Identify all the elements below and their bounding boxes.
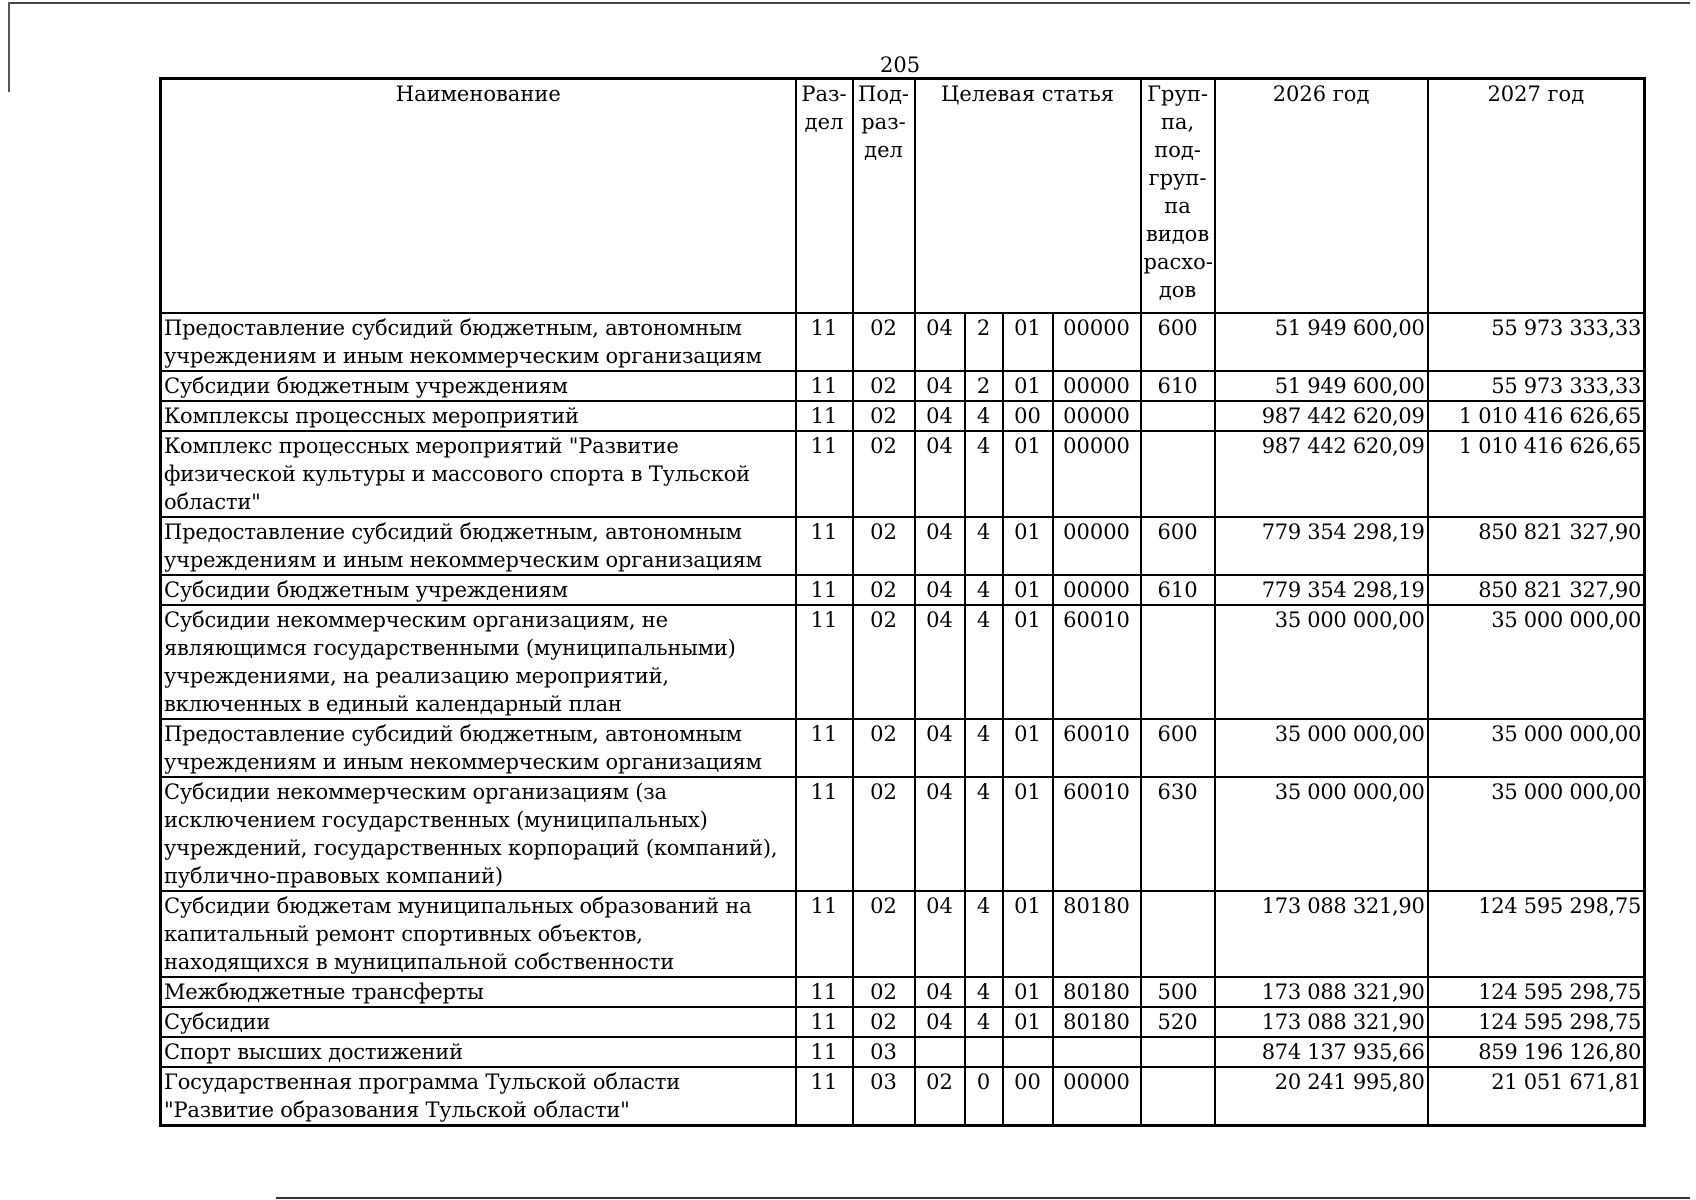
- header-name: Наименование: [161, 79, 796, 314]
- page-number: 205: [880, 53, 921, 77]
- cell-target-program: 02: [915, 1067, 965, 1126]
- header-year-2026: 2026 год: [1215, 79, 1428, 314]
- cell-name: Субсидии: [161, 1007, 796, 1037]
- cell-razdel: 11: [796, 891, 853, 977]
- cell-amount-2026: 987 442 620,09: [1215, 431, 1428, 517]
- cell-razdel: 11: [796, 977, 853, 1007]
- header-expense-group: Груп- па, под- груп- па видов расхо- дов: [1141, 79, 1215, 314]
- cell-razdel: 11: [796, 719, 853, 777]
- cell-amount-2026: 35 000 000,00: [1215, 777, 1428, 891]
- table-body: [161, 313, 1645, 1126]
- cell-amount-2026: 35 000 000,00: [1215, 719, 1428, 777]
- cell-target-program: 04: [915, 517, 965, 575]
- cell-razdel: 11: [796, 431, 853, 517]
- cell-name: Субсидии некоммерческим организациям, не являющимся государственными (муниципальными) учреждениями, на реализацию мероприятий, включенных в единый календарный план: [161, 605, 796, 719]
- cell-expense-group: [1141, 605, 1215, 719]
- cell-amount-2027: 35 000 000,00: [1428, 777, 1645, 891]
- cell-razdel: 11: [796, 371, 853, 401]
- cell-expense-group: [1141, 1067, 1215, 1126]
- cell-target-type: 4: [965, 777, 1003, 891]
- cell-target-type: [965, 1037, 1003, 1067]
- cell-amount-2026: 874 137 935,66: [1215, 1037, 1428, 1067]
- table-row: [161, 1037, 1645, 1067]
- cell-amount-2027: 124 595 298,75: [1428, 1007, 1645, 1037]
- cell-podrazdel: 02: [853, 719, 915, 777]
- cell-name: Государственная программа Тульской области "Развитие образования Тульской области": [161, 1067, 796, 1126]
- cell-target-element: 01: [1003, 517, 1053, 575]
- cell-target-element: 01: [1003, 605, 1053, 719]
- scan-border-bottom: [276, 1197, 1690, 1199]
- cell-target-type: 0: [965, 1067, 1003, 1126]
- cell-target-type: 4: [965, 1007, 1003, 1037]
- cell-target-element: 01: [1003, 977, 1053, 1007]
- table-row: [161, 719, 1645, 777]
- cell-razdel: 11: [796, 517, 853, 575]
- cell-podrazdel: 02: [853, 401, 915, 431]
- cell-podrazdel: 02: [853, 891, 915, 977]
- cell-amount-2027: 21 051 671,81: [1428, 1067, 1645, 1126]
- cell-target-element: 01: [1003, 1007, 1053, 1037]
- cell-target-program: 04: [915, 605, 965, 719]
- table-row: [161, 891, 1645, 977]
- cell-target-direction: 00000: [1053, 431, 1141, 517]
- cell-target-element: 00: [1003, 1067, 1053, 1126]
- cell-expense-group: [1141, 431, 1215, 517]
- cell-podrazdel: 02: [853, 431, 915, 517]
- table-row: [161, 1067, 1645, 1126]
- cell-expense-group: 630: [1141, 777, 1215, 891]
- cell-target-program: 04: [915, 313, 965, 371]
- cell-target-program: 04: [915, 1007, 965, 1037]
- cell-razdel: 11: [796, 605, 853, 719]
- cell-amount-2027: 1 010 416 626,65: [1428, 401, 1645, 431]
- cell-razdel: 11: [796, 1037, 853, 1067]
- cell-expense-group: 610: [1141, 575, 1215, 605]
- scan-border-top: [10, 2, 1690, 4]
- cell-name: Спорт высших достижений: [161, 1037, 796, 1067]
- cell-name: Комплекс процессных мероприятий "Развитие физической культуры и массового спорта в Тульской области": [161, 431, 796, 517]
- cell-target-direction: [1053, 1037, 1141, 1067]
- cell-amount-2027: 35 000 000,00: [1428, 605, 1645, 719]
- cell-expense-group: [1141, 1037, 1215, 1067]
- table-row: [161, 431, 1645, 517]
- cell-target-type: 2: [965, 371, 1003, 401]
- header-razdel: Раз- дел: [796, 79, 853, 314]
- cell-expense-group: 500: [1141, 977, 1215, 1007]
- cell-target-direction: 00000: [1053, 371, 1141, 401]
- cell-podrazdel: 02: [853, 575, 915, 605]
- cell-target-element: [1003, 1037, 1053, 1067]
- header-target-article: Целевая статья: [915, 79, 1141, 314]
- cell-target-direction: 00000: [1053, 575, 1141, 605]
- cell-amount-2026: 779 354 298,19: [1215, 517, 1428, 575]
- cell-expense-group: 600: [1141, 517, 1215, 575]
- cell-podrazdel: 02: [853, 1007, 915, 1037]
- cell-target-element: 01: [1003, 891, 1053, 977]
- cell-target-direction: 00000: [1053, 517, 1141, 575]
- cell-amount-2027: 124 595 298,75: [1428, 891, 1645, 977]
- cell-target-program: 04: [915, 719, 965, 777]
- cell-razdel: 11: [796, 1067, 853, 1126]
- cell-amount-2026: 51 949 600,00: [1215, 313, 1428, 371]
- cell-target-program: [915, 1037, 965, 1067]
- cell-name: Субсидии бюджетным учреждениям: [161, 575, 796, 605]
- cell-target-element: 01: [1003, 719, 1053, 777]
- cell-target-element: 01: [1003, 431, 1053, 517]
- scan-border-left: [8, 2, 10, 92]
- cell-amount-2027: 35 000 000,00: [1428, 719, 1645, 777]
- cell-name: Комплексы процессных мероприятий: [161, 401, 796, 431]
- cell-target-direction: 80180: [1053, 1007, 1141, 1037]
- cell-amount-2027: 124 595 298,75: [1428, 977, 1645, 1007]
- table-row: [161, 517, 1645, 575]
- cell-expense-group: [1141, 891, 1215, 977]
- cell-target-type: 4: [965, 719, 1003, 777]
- cell-target-program: 04: [915, 777, 965, 891]
- table-row: [161, 401, 1645, 431]
- cell-name: Межбюджетные трансферты: [161, 977, 796, 1007]
- cell-target-element: 01: [1003, 575, 1053, 605]
- header-year-2027: 2027 год: [1428, 79, 1645, 314]
- cell-name: Субсидии некоммерческим организациям (за исключением государственных (муниципальных) учреждений, государственных корпораций (компаний), публично-правовых компаний): [161, 777, 796, 891]
- cell-amount-2026: 987 442 620,09: [1215, 401, 1428, 431]
- cell-amount-2027: 850 821 327,90: [1428, 517, 1645, 575]
- cell-razdel: 11: [796, 401, 853, 431]
- cell-podrazdel: 02: [853, 313, 915, 371]
- cell-target-program: 04: [915, 431, 965, 517]
- cell-expense-group: 520: [1141, 1007, 1215, 1037]
- cell-name: Предоставление субсидий бюджетным, автономным учреждениям и иным некоммерческим организациям: [161, 313, 796, 371]
- cell-razdel: 11: [796, 313, 853, 371]
- cell-podrazdel: 03: [853, 1067, 915, 1126]
- table-row: [161, 777, 1645, 891]
- table-row: [161, 977, 1645, 1007]
- cell-razdel: 11: [796, 575, 853, 605]
- cell-target-direction: 60010: [1053, 605, 1141, 719]
- cell-target-direction: 00000: [1053, 401, 1141, 431]
- cell-podrazdel: 02: [853, 605, 915, 719]
- table-row: [161, 371, 1645, 401]
- cell-razdel: 11: [796, 777, 853, 891]
- cell-expense-group: 600: [1141, 719, 1215, 777]
- cell-target-direction: 80180: [1053, 977, 1141, 1007]
- cell-name: Предоставление субсидий бюджетным, автономным учреждениям и иным некоммерческим организациям: [161, 517, 796, 575]
- cell-target-type: 4: [965, 575, 1003, 605]
- budget-table: [159, 77, 1646, 1127]
- cell-target-element: 01: [1003, 371, 1053, 401]
- cell-target-type: 4: [965, 431, 1003, 517]
- cell-target-direction: 00000: [1053, 1067, 1141, 1126]
- cell-target-direction: 60010: [1053, 719, 1141, 777]
- cell-amount-2026: 51 949 600,00: [1215, 371, 1428, 401]
- cell-amount-2026: 173 088 321,90: [1215, 891, 1428, 977]
- cell-amount-2026: 20 241 995,80: [1215, 1067, 1428, 1126]
- cell-podrazdel: 02: [853, 517, 915, 575]
- cell-podrazdel: 03: [853, 1037, 915, 1067]
- cell-name: Субсидии бюджетным учреждениям: [161, 371, 796, 401]
- cell-amount-2026: 779 354 298,19: [1215, 575, 1428, 605]
- cell-target-direction: 00000: [1053, 313, 1141, 371]
- cell-amount-2027: 1 010 416 626,65: [1428, 431, 1645, 517]
- cell-target-type: 4: [965, 977, 1003, 1007]
- cell-target-program: 04: [915, 891, 965, 977]
- cell-target-program: 04: [915, 977, 965, 1007]
- cell-amount-2027: 55 973 333,33: [1428, 371, 1645, 401]
- cell-target-type: 4: [965, 401, 1003, 431]
- cell-name: Субсидии бюджетам муниципальных образований на капитальный ремонт спортивных объектов, находящихся в муниципальной собственности: [161, 891, 796, 977]
- cell-target-element: 01: [1003, 777, 1053, 891]
- cell-expense-group: [1141, 401, 1215, 431]
- cell-target-type: 4: [965, 605, 1003, 719]
- cell-amount-2026: 173 088 321,90: [1215, 1007, 1428, 1037]
- cell-target-type: 4: [965, 891, 1003, 977]
- header-podrazdel: Под- раз- дел: [853, 79, 915, 314]
- cell-target-direction: 60010: [1053, 777, 1141, 891]
- cell-target-element: 01: [1003, 313, 1053, 371]
- table-row: [161, 313, 1645, 371]
- cell-target-type: 4: [965, 517, 1003, 575]
- cell-target-type: 2: [965, 313, 1003, 371]
- cell-amount-2027: 55 973 333,33: [1428, 313, 1645, 371]
- cell-target-program: 04: [915, 575, 965, 605]
- cell-expense-group: 600: [1141, 313, 1215, 371]
- cell-name: Предоставление субсидий бюджетным, автономным учреждениям и иным некоммерческим организациям: [161, 719, 796, 777]
- table-row: [161, 605, 1645, 719]
- cell-amount-2026: 35 000 000,00: [1215, 605, 1428, 719]
- cell-podrazdel: 02: [853, 371, 915, 401]
- cell-target-element: 00: [1003, 401, 1053, 431]
- cell-amount-2027: 859 196 126,80: [1428, 1037, 1645, 1067]
- cell-target-program: 04: [915, 371, 965, 401]
- cell-expense-group: 610: [1141, 371, 1215, 401]
- cell-podrazdel: 02: [853, 777, 915, 891]
- cell-razdel: 11: [796, 1007, 853, 1037]
- cell-podrazdel: 02: [853, 977, 915, 1007]
- cell-amount-2026: 173 088 321,90: [1215, 977, 1428, 1007]
- table-header-row: [161, 79, 1645, 314]
- table-row: [161, 1007, 1645, 1037]
- cell-target-direction: 80180: [1053, 891, 1141, 977]
- table-row: [161, 575, 1645, 605]
- cell-target-program: 04: [915, 401, 965, 431]
- cell-amount-2027: 850 821 327,90: [1428, 575, 1645, 605]
